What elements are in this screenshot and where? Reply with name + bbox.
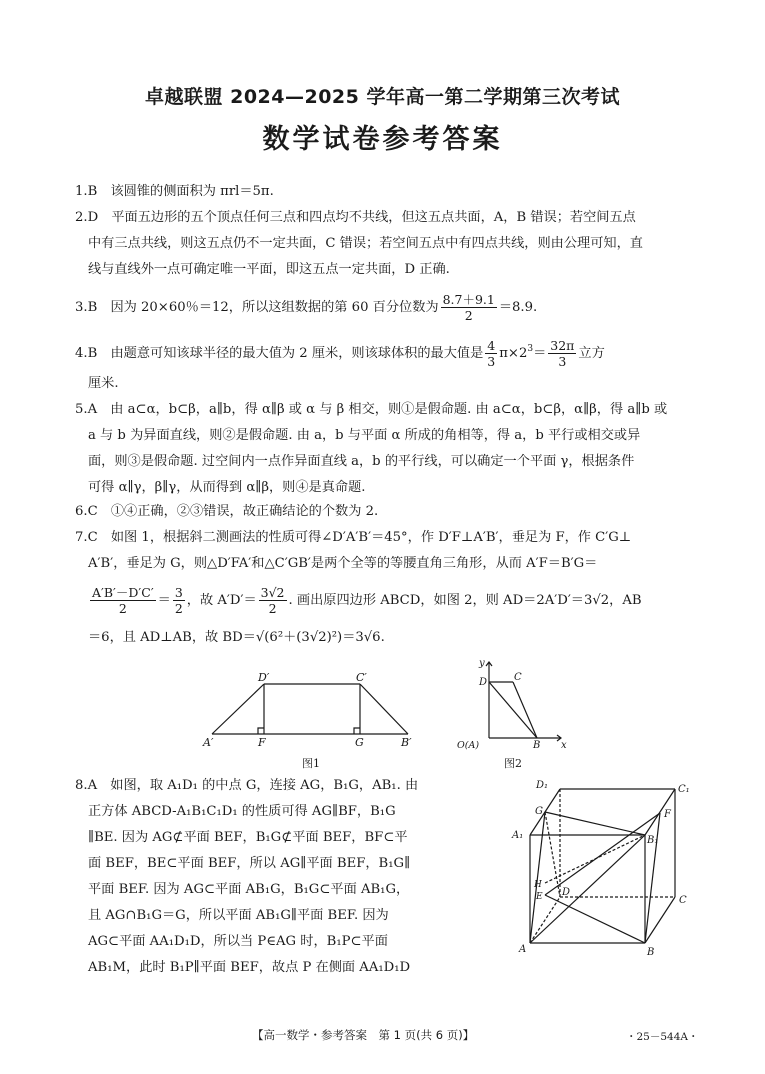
- answer-q8-line1: 8.A 如图，取 A₁D₁ 的中点 G，连接 AG，B₁G，AB₁. 由: [75, 778, 419, 793]
- answer-q8-line8: AB₁M，此时 B₁P∥平面 BEF，故点 P 在侧面 AA₁D₁D: [88, 960, 411, 975]
- answer-q7-line1: 7.C 如图 1，根据斜二测画法的性质可得∠D′A′B′＝45°，作 D′F⊥A′B′，垂足为 F，作 C′G⊥: [75, 530, 632, 545]
- answer-q3-text: 3.B 因为 20×60％＝12，所以这组数据的第 60 百分位数为: [75, 300, 439, 315]
- q7-fraction-1: [90, 585, 156, 616]
- fig1-label-a: A′: [203, 736, 214, 748]
- q3-fraction-numerator: 8.7＋9.1: [442, 292, 495, 307]
- answer-key-title: 数学试卷参考答案: [262, 124, 503, 155]
- cube-label-a: A: [519, 944, 527, 955]
- answer-q3: [75, 292, 537, 323]
- aux-line-be: [545, 895, 645, 943]
- answer-q6: 6.C ①④正确，②③错误，故正确结论的个数为 2.: [75, 504, 379, 519]
- q4-fraction-2-denominator: 3: [558, 354, 567, 369]
- fig1-label-g: G: [355, 736, 364, 748]
- q7-fraction-1-numerator: A′B′－D′C′: [92, 585, 154, 600]
- q7-fraction-2-denominator: 2: [174, 601, 183, 616]
- answer-q2-line3: 线与直线外一点可确定唯一平面，即这五点一定共面，D 正确.: [88, 262, 450, 277]
- answer-q5-line1: 5.A 由 a⊂α，b⊂β，a∥b，得 α∥β 或 α 与 β 相交，则①是假命题. 由 a⊂α，b⊂β，α∥β，得 a∥b 或: [75, 402, 668, 417]
- q4-expression: π×2: [499, 346, 528, 361]
- fig1-left-leg: [212, 684, 264, 734]
- answer-q4-text: 4.B 由题意可知该球半径的最大值为 2 厘米，则该球体积的最大值是: [75, 346, 484, 361]
- q4-fraction-1: [485, 338, 497, 369]
- q7-fraction-2-numerator: 3: [174, 585, 183, 600]
- figure-2-quadrilateral: [455, 652, 575, 752]
- cube-label-c: C: [679, 895, 687, 906]
- q7-text-mid: ，故 A′D′＝: [186, 593, 257, 608]
- q7-equals: ＝: [157, 593, 171, 608]
- figure-3-cube: [508, 775, 698, 965]
- paper-code: ・25－544A・: [626, 1031, 699, 1043]
- fig2-label-c: C: [514, 672, 522, 683]
- cube-label-b: B: [647, 947, 655, 958]
- cube-label-d1: D₁: [536, 780, 549, 791]
- q7-fraction-3-denominator: 2: [268, 601, 277, 616]
- answer-q4-unit: 立方: [578, 346, 605, 361]
- q7-fraction-3-numerator: 3√2: [260, 585, 285, 600]
- q3-fraction-denominator: 2: [464, 308, 473, 323]
- figure-1-trapezoid: [200, 668, 420, 748]
- q4-exponent: 3: [527, 344, 534, 354]
- q3-fraction: [441, 292, 497, 323]
- cube-label-d: D: [562, 887, 571, 898]
- answer-q8-line5: 平面 BEF. 因为 AG⊂平面 AB₁G，B₁G⊂平面 AB₁G，: [88, 882, 410, 897]
- cube-label-a1: A₁: [512, 830, 524, 841]
- fig2-label-x: x: [561, 740, 567, 751]
- answer-q8-line2: 正方体 ABCD-A₁B₁C₁D₁ 的性质可得 AG∥BF，B₁G: [88, 804, 396, 819]
- cube-label-b1: B₁: [647, 835, 659, 846]
- answer-q2-line1: 2.D 平面五边形的五个顶点任何三点和四点均不共线，但这五点共面，A，B 错误；若空间五点: [75, 210, 636, 225]
- cube-label-f: F: [664, 809, 671, 820]
- fig2-label-d: D: [479, 677, 488, 688]
- cube-label-h: H: [534, 880, 542, 890]
- page-footer: 【高一数学・参考答案 第 1 页(共 6 页)】: [252, 1028, 475, 1042]
- aux-line-ab1: [530, 835, 645, 943]
- answer-q7-line4: ＝6，且 AD⊥AB，故 BD＝√(6²＋(3√2)²)＝3√6.: [88, 630, 385, 645]
- fig1-label-f: F: [258, 736, 266, 748]
- answer-q3-result: ＝8.9.: [498, 300, 538, 315]
- answer-q1: 1.B 该圆锥的侧面积为 πrl＝5π.: [75, 184, 274, 199]
- figure-2-caption: 图2: [504, 757, 522, 770]
- fig1-right-leg: [360, 684, 408, 734]
- answer-q4-line2: 厘米.: [88, 376, 119, 391]
- fig1-label-c: C′: [356, 671, 367, 684]
- fig2-diagonal-bd: [489, 682, 537, 738]
- q4-fraction-1-numerator: 4: [487, 338, 496, 353]
- answer-q4: [75, 337, 605, 369]
- answer-q7-line2: A′B′，垂足为 G，则△D′FA′和△C′GB′是两个全等的等腰直角三角形，从而 A′F＝B′G＝: [88, 556, 598, 571]
- q4-fraction-2-numerator: 32π: [550, 338, 575, 353]
- q4-fraction-2: [548, 338, 576, 369]
- answer-q8-line3: ∥BE. 因为 AG⊄平面 BEF，B₁G⊄平面 BEF，BF⊂平: [88, 830, 408, 845]
- cube-label-g: G: [535, 806, 543, 817]
- fig1-right-angle-f: [258, 728, 264, 734]
- answer-q8-line6: 且 AG∩B₁G＝G，所以平面 AB₁G∥平面 BEF. 因为: [88, 908, 389, 923]
- q7-fraction-2: [173, 585, 185, 616]
- fig2-label-b: B: [533, 740, 541, 751]
- answer-q5-line3: 面，则③是假命题. 过空间内一点作异面直线 a，b 的平行线，可以确定一个平面 γ，根据条件: [88, 454, 635, 469]
- cube-label-c1: C₁: [678, 784, 690, 795]
- q4-equals: ＝: [533, 346, 547, 361]
- fig2-side-cb: [513, 682, 537, 738]
- fig1-right-angle-g: [354, 728, 360, 734]
- answer-q2-line2: 中有三点共线，则这五点仍不一定共面，C 错误；若空间五点中有四点共线，则由公理可知，直: [88, 236, 643, 251]
- q7-fraction-1-denominator: 2: [118, 601, 127, 616]
- answer-q8-line7: AG⊂平面 AA₁D₁D，所以当 P∈AG 时，B₁P⊂平面: [88, 934, 388, 949]
- cube-label-e: E: [536, 892, 543, 902]
- answer-q5-line4: 可得 α∥γ，β∥γ，从而得到 α∥β，则④是真命题.: [88, 480, 366, 495]
- q7-fraction-3: [259, 585, 287, 616]
- fig2-label-y: y: [479, 658, 485, 669]
- q7-text-post: . 画出原四边形 ABCD，如图 2，则 AD＝2A′D′＝3√2，AB: [288, 593, 642, 608]
- fig1-label-b: B′: [401, 736, 412, 748]
- answer-q7-line3: [88, 585, 642, 616]
- aux-line-gd: [545, 812, 560, 897]
- fig2-label-o: O(A): [457, 740, 480, 751]
- answer-q8-line4: 面 BEF，BE⊂平面 BEF，所以 AG∥平面 BEF，B₁G∥: [88, 856, 411, 871]
- answer-q5-line2: a 与 b 为异面直线，则②是假命题. 由 a，b 与平面 α 所成的角相等，得 a，b 平行或相交或异: [88, 428, 641, 443]
- fig1-label-d: D′: [258, 671, 270, 684]
- q4-fraction-1-denominator: 3: [487, 354, 496, 369]
- figure-1-caption: 图1: [302, 757, 320, 770]
- exam-title: 卓越联盟 2024—2025 学年高一第二学期第三次考试: [145, 86, 620, 108]
